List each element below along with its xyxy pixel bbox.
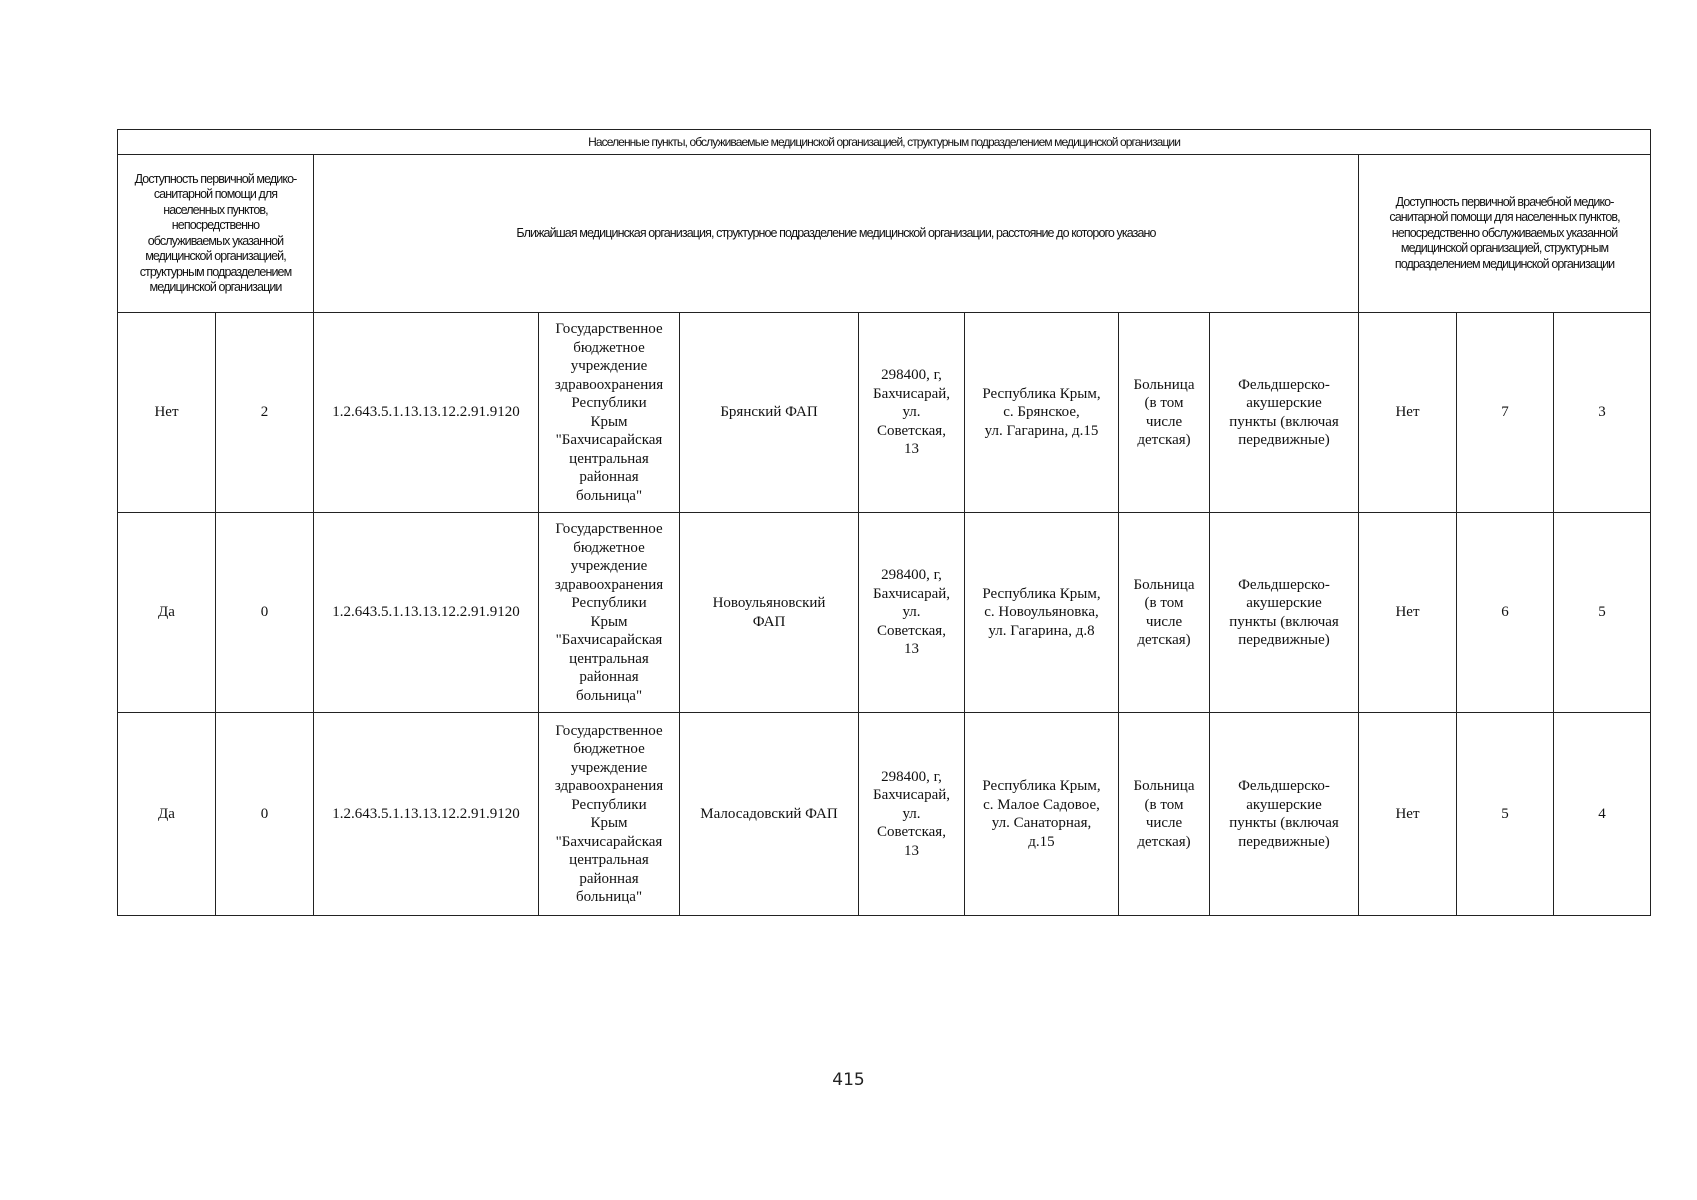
cell-value-b: 3 xyxy=(1554,313,1651,513)
table-row xyxy=(118,713,1651,916)
cell-org-address: 298400, г, Бахчисарай, ул. Советская, 13 xyxy=(859,513,965,713)
settlements-table xyxy=(117,129,1651,916)
cell-unit-type: Фельдшерско- акушерские пункты (включая передвижные) xyxy=(1210,713,1359,916)
cell-unit-name: Брянский ФАП xyxy=(680,313,859,513)
cell-value-b: 4 xyxy=(1554,713,1651,916)
cell-count: 0 xyxy=(216,513,314,713)
cell-unit-address: Республика Крым, с. Малое Садовое, ул. Санаторная, д.15 xyxy=(965,713,1119,916)
cell-oid: 1.2.643.5.1.13.13.12.2.91.9120 xyxy=(314,313,539,513)
cell-doctor-availability: Нет xyxy=(1359,713,1457,916)
cell-oid: 1.2.643.5.1.13.13.12.2.91.9120 xyxy=(314,713,539,916)
cell-value-a: 6 xyxy=(1457,513,1554,713)
subheader-nearest-organization: Ближайшая медицинская организация, структурное подразделение медицинской организации, расстояние до которого указано xyxy=(314,155,1359,313)
cell-doctor-availability: Нет xyxy=(1359,313,1457,513)
cell-org-address: 298400, г, Бахчисарай, ул. Советская, 13 xyxy=(859,713,965,916)
cell-count: 2 xyxy=(216,313,314,513)
cell-unit-type: Фельдшерско- акушерские пункты (включая передвижные) xyxy=(1210,313,1359,513)
cell-org-type: Больница (в том числе детская) xyxy=(1119,713,1210,916)
cell-value-a: 5 xyxy=(1457,713,1554,916)
table-header-row xyxy=(118,130,1651,155)
cell-availability: Нет xyxy=(118,313,216,513)
table-row xyxy=(118,513,1651,713)
subheader-doctor-care-availability: Доступность первичной врачебной медико- санитарной помощи для населенных пунктов, непосредственно обслуживаемых указанной медицинской организацией, структурным подразделением медицинской организации xyxy=(1359,155,1651,313)
cell-availability: Да xyxy=(118,513,216,713)
top-header-cell: Населенные пункты, обслуживаемые медицинской организацией, структурным подразделением медицинской организации xyxy=(118,130,1651,155)
subheader-primary-care-availability: Доступность первичной медико- санитарной помощи для населенных пунктов, непосредственно обслуживаемых указанной медицинской организацией, структурным подразделением медицинской организации xyxy=(118,155,314,313)
cell-org-type: Больница (в том числе детская) xyxy=(1119,513,1210,713)
cell-unit-address: Республика Крым, с. Новоульяновка, ул. Гагарина, д.8 xyxy=(965,513,1119,713)
cell-value-b: 5 xyxy=(1554,513,1651,713)
cell-availability: Да xyxy=(118,713,216,916)
cell-value-a: 7 xyxy=(1457,313,1554,513)
cell-org-address: 298400, г, Бахчисарай, ул. Советская, 13 xyxy=(859,313,965,513)
cell-doctor-availability: Нет xyxy=(1359,513,1457,713)
cell-organization: Государственное бюджетное учреждение здравоохранения Республики Крым "Бахчисарайская центральная районная больница" xyxy=(539,513,680,713)
page-number: 415 xyxy=(832,1070,865,1090)
cell-unit-name: Новоульяновский ФАП xyxy=(680,513,859,713)
table-row xyxy=(118,313,1651,513)
cell-count: 0 xyxy=(216,713,314,916)
table-subheader-row xyxy=(118,155,1651,313)
cell-oid: 1.2.643.5.1.13.13.12.2.91.9120 xyxy=(314,513,539,713)
cell-unit-name: Малосадовский ФАП xyxy=(680,713,859,916)
cell-organization: Государственное бюджетное учреждение здравоохранения Республики Крым "Бахчисарайская центральная районная больница" xyxy=(539,713,680,916)
cell-unit-address: Республика Крым, с. Брянское, ул. Гагарина, д.15 xyxy=(965,313,1119,513)
cell-unit-type: Фельдшерско- акушерские пункты (включая передвижные) xyxy=(1210,513,1359,713)
cell-org-type: Больница (в том числе детская) xyxy=(1119,313,1210,513)
cell-organization: Государственное бюджетное учреждение здравоохранения Республики Крым "Бахчисарайская центральная районная больница" xyxy=(539,313,680,513)
